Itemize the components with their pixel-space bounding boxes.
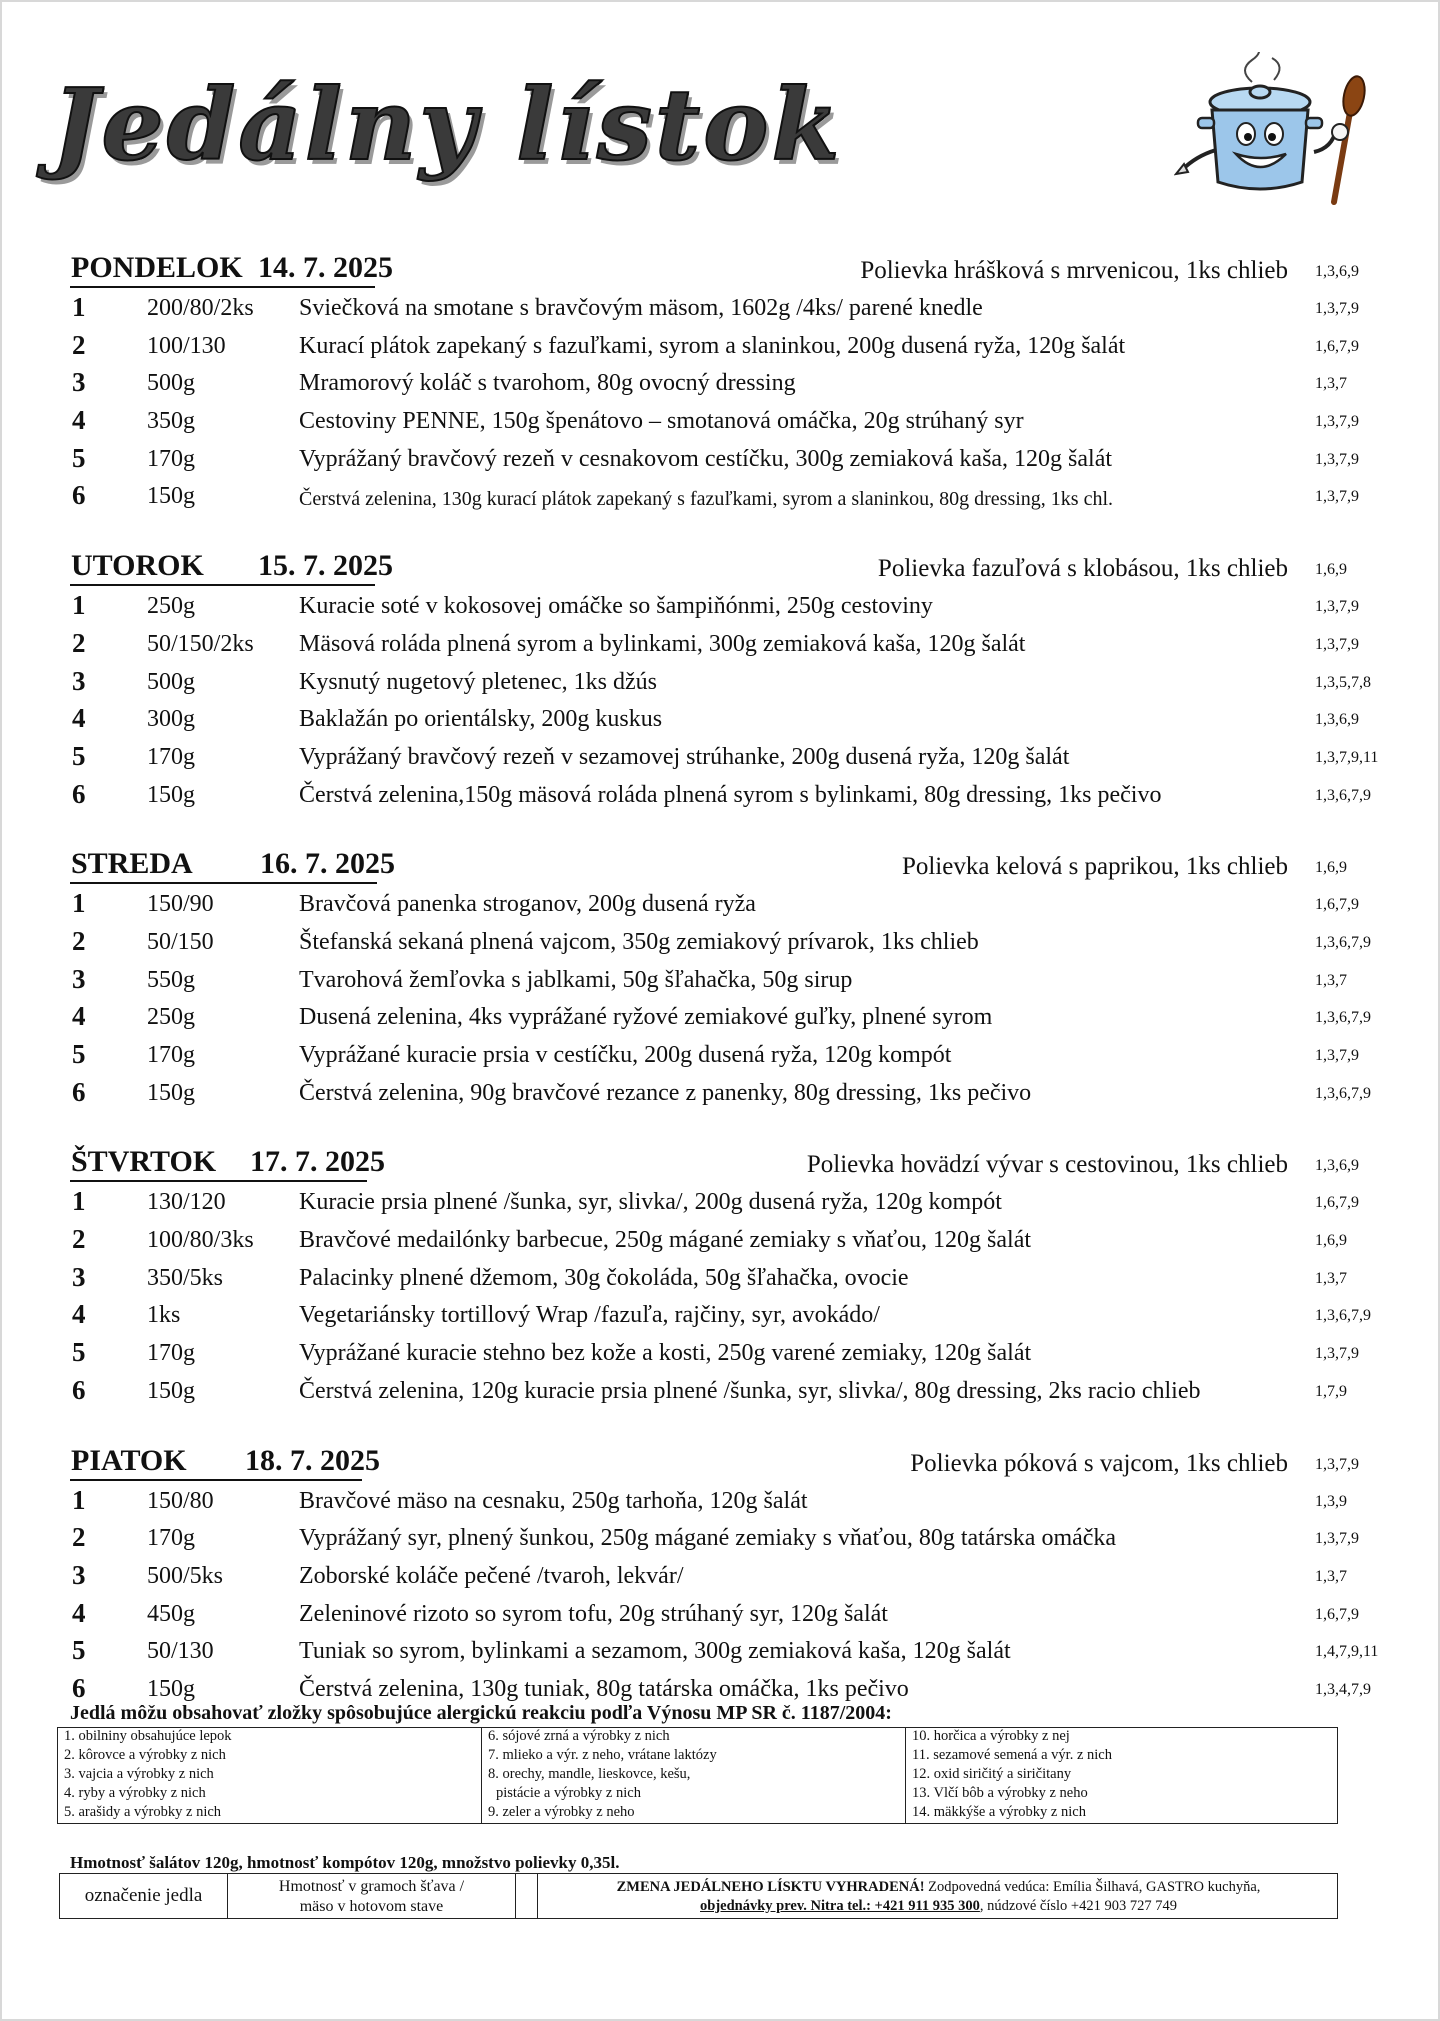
- menu-item-row: [70, 1259, 1400, 1297]
- item-weight: 150g: [147, 781, 195, 808]
- day-header: [70, 1442, 1400, 1482]
- item-description: Baklažán po orientálsky, 200g kuskus: [299, 706, 663, 733]
- footer-orders-phone: objednávky prev. Nitra tel.: +421 911 935 300: [700, 1898, 980, 1914]
- day-section: [70, 249, 1400, 515]
- item-allergens: 1,6,7,9: [1315, 337, 1359, 355]
- item-weight: 550g: [147, 966, 195, 993]
- menu-item-row: [70, 1372, 1400, 1410]
- item-weight: 50/130: [147, 1638, 214, 1665]
- item-weight: 150/90: [147, 891, 214, 918]
- item-number: 3: [72, 367, 86, 398]
- item-description: Kuracie prsia plnené /šunka, syr, slivka/, 200g dusená ryža, 120g kompót: [299, 1189, 1002, 1216]
- day-underline: [70, 584, 375, 586]
- item-number: 1: [72, 292, 86, 322]
- item-allergens: 1,6,7,9: [1315, 896, 1359, 914]
- item-number: 1: [72, 1484, 86, 1515]
- item-description: Kurací plátok zapekaný s fazuľkami, syrom a slaninkou, 200g dusená ryža, 120g šalát: [299, 332, 1126, 359]
- item-number: 6: [72, 1374, 86, 1405]
- day-header: [70, 249, 1400, 289]
- item-description: Vegetariánsky tortillový Wrap /fazuľa, rajčiny, syr, avokádo/: [299, 1302, 880, 1329]
- footer-notice-bold: ZMENA JEDÁLNEHO LÍSKTU VYHRADENÁ!: [616, 1879, 925, 1895]
- item-weight: 100/130: [147, 332, 226, 359]
- soup-of-day: Polievka kelová s paprikou, 1ks chlieb: [901, 853, 1288, 881]
- allergen-cell: 1. obilniny obsahujúce lepok: [58, 1728, 482, 1748]
- day-section: [70, 547, 1400, 813]
- soup-allergens: 1,3,7,9: [1315, 1455, 1359, 1473]
- menu-item-row: [70, 923, 1400, 961]
- item-description: Mramorový koláč s tvarohom, 80g ovocný dressing: [299, 370, 796, 397]
- item-weight: 100/80/3ks: [147, 1227, 254, 1254]
- menu-item-row: [70, 1632, 1400, 1670]
- item-weight: 130/120: [147, 1189, 226, 1216]
- menu-item-row: [70, 587, 1400, 625]
- item-weight: 170g: [147, 743, 195, 770]
- item-allergens: 1,3,6,7,9: [1315, 1009, 1371, 1027]
- item-number: 4: [72, 405, 86, 436]
- allergen-row: [58, 1785, 1338, 1804]
- menu-item-row: [70, 1334, 1400, 1372]
- item-allergens: 1,3,7,9,11: [1315, 748, 1379, 766]
- item-weight: 150g: [147, 483, 195, 510]
- item-allergens: 1,3,7,9: [1315, 413, 1359, 431]
- item-description: Sviečková na smotane s bravčovým mäsom, 1602g /4ks/ parené knedle: [299, 295, 983, 321]
- allergen-row: [58, 1728, 1338, 1748]
- menu-item-row: [70, 440, 1400, 478]
- item-number: 2: [72, 1522, 86, 1553]
- item-number: 5: [72, 442, 86, 473]
- item-number: 4: [72, 1001, 86, 1032]
- item-weight: 250g: [147, 1004, 195, 1031]
- item-description: Cestoviny PENNE, 150g špenátovo – smotanová omáčka, 20g strúhaný syr: [299, 408, 1024, 435]
- item-description: Čerstvá zelenina, 120g kuracie prsia plnené /šunka, syr, slivka/, 80g dressing, 2ks racio chlieb: [299, 1377, 1201, 1404]
- menu-item-row: [70, 738, 1400, 776]
- item-allergens: 1,3,7,9: [1315, 1047, 1359, 1064]
- weights-note: Hmotnosť šalátov 120g, hmotnosť kompótov 120g, množstvo polievky 0,35l.: [70, 1853, 620, 1872]
- item-weight: 170g: [147, 1340, 195, 1367]
- item-weight: 150g: [147, 1377, 195, 1404]
- footer-weight-line-2: mäso v hotovom stave: [299, 1898, 444, 1915]
- footer-weight-label: [228, 1874, 516, 1918]
- day-underline: [70, 1180, 367, 1182]
- item-description: Zoborské koláče pečené /tvaroh, lekvár/: [299, 1562, 684, 1589]
- item-weight: 500g: [147, 370, 195, 397]
- allergen-note: Jedlá môžu obsahovať zložky spôsobujúce alergickú reakciu podľa Výnosu MP SR č. 1187/2004:: [70, 1702, 892, 1724]
- allergen-table: [57, 1727, 1338, 1824]
- item-number: 6: [72, 1672, 86, 1703]
- item-number: 3: [72, 963, 86, 994]
- menu-item-row: [70, 1036, 1400, 1074]
- item-allergens: 1,7,9: [1315, 1382, 1347, 1400]
- item-allergens: 1,3,9: [1315, 1492, 1347, 1510]
- soup-of-day: Polievka póková s vajcom, 1ks chlieb: [910, 1449, 1288, 1477]
- item-weight: 450g: [147, 1600, 195, 1627]
- item-weight: 300g: [147, 706, 195, 733]
- allergen-cell: 2. kôrovce a výrobky z nich: [58, 1747, 482, 1766]
- item-allergens: 1,6,9: [1315, 1232, 1347, 1250]
- menu-item-row: [70, 477, 1400, 515]
- item-allergens: 1,3,6,7,9: [1315, 1084, 1371, 1102]
- item-description: Čerstvá zelenina, 130g kurací plátok zapekaný s fazuľkami, syrom a slaninkou, 80g dressing, 1ks chl.: [299, 488, 1114, 511]
- item-number: 5: [72, 1337, 86, 1368]
- footer-emergency-phone: , núdzové číslo +421 903 727 749: [979, 1898, 1177, 1914]
- footer-legend: [59, 1873, 1338, 1919]
- day-name: PIATOK: [71, 1443, 187, 1477]
- item-number: 5: [72, 1635, 86, 1666]
- item-allergens: 1,3,7,9: [1315, 1345, 1359, 1363]
- item-weight: 150g: [147, 1675, 195, 1702]
- item-description: Bravčové mäso na cesnaku, 250g tarhoňa, 120g šalát: [299, 1487, 808, 1514]
- allergen-row: [58, 1804, 1338, 1824]
- item-allergens: 1,3,6,9: [1315, 711, 1359, 729]
- day-section: [70, 1143, 1400, 1409]
- item-description: Vyprážaný bravčový rezeň v cesnakovom cestíčku, 300g zemiaková kaša, 120g šalát: [299, 445, 1113, 472]
- allergen-cell: 13. Vlčí bôb a výrobky z neho: [906, 1785, 1338, 1804]
- soup-allergens: 1,3,6,9: [1315, 1157, 1359, 1175]
- item-weight: 250g: [147, 593, 195, 620]
- item-weight: 50/150: [147, 928, 214, 955]
- item-allergens: 1,3,7: [1315, 971, 1347, 989]
- menu-item-row: [70, 625, 1400, 663]
- item-number: 1: [72, 1186, 86, 1217]
- weekly-menu: [70, 249, 1400, 1740]
- item-number: 5: [72, 1039, 86, 1069]
- day-date: 14. 7. 2025: [258, 251, 393, 284]
- item-allergens: 1,3,6,7,9: [1315, 1307, 1371, 1325]
- day-name: PONDELOK: [71, 251, 243, 284]
- item-allergens: 1,3,6,7,9: [1315, 786, 1371, 804]
- item-allergens: 1,3,5,7,8: [1315, 673, 1371, 691]
- item-description: Mäsová roláda plnená syrom a bylinkami, 300g zemiaková kaša, 120g šalát: [299, 630, 1026, 657]
- item-description: Palacinky plnené džemom, 30g čokoláda, 50g šľahačka, ovocie: [299, 1264, 909, 1291]
- footer-weight-line-1: Hmotnosť v gramoch šťava /: [278, 1878, 465, 1895]
- day-section: [70, 845, 1400, 1111]
- item-allergens: 1,3,7,9: [1315, 1530, 1359, 1548]
- day-header: [70, 845, 1400, 885]
- item-weight: 50/150/2ks: [147, 630, 254, 657]
- menu-item-row: [70, 1482, 1400, 1520]
- item-description: Bravčové medailónky barbecue, 250g mágané zemiaky s vňaťou, 120g šalát: [299, 1227, 1032, 1254]
- item-weight: 170g: [147, 1525, 195, 1552]
- soup-of-day: Polievka fazuľová s klobásou, 1ks chlieb: [877, 555, 1288, 583]
- item-description: Kysnutý nugetový pletenec, 1ks džús: [299, 668, 657, 695]
- item-allergens: 1,3,7: [1315, 1269, 1347, 1287]
- item-number: 1: [72, 590, 86, 621]
- day-header: [70, 1143, 1400, 1183]
- allergen-cell: 6. sójové zrná a výrobky z nich: [482, 1728, 906, 1748]
- footer-notice-rest: Zodpovedná vedúca: Emília Šilhavá, GASTRO kuchyňa,: [924, 1879, 1261, 1895]
- item-allergens: 1,3,4,7,9: [1315, 1680, 1371, 1698]
- item-description: Zeleninové rizoto so syrom tofu, 20g strúhaný syr, 120g šalát: [299, 1600, 888, 1627]
- item-allergens: 1,3,7: [1315, 375, 1347, 393]
- allergen-cell: 9. zeler a výrobky z neho: [482, 1804, 906, 1824]
- day-name: STREDA: [71, 847, 193, 881]
- item-weight: 500/5ks: [147, 1562, 224, 1589]
- day-name: UTOROK: [71, 549, 204, 583]
- item-weight: 200/80/2ks: [147, 295, 254, 321]
- item-number: 1: [72, 888, 86, 919]
- item-description: Vyprážaný bravčový rezeň v sezamovej strúhanke, 200g dusená ryža, 120g šalát: [299, 743, 1070, 770]
- menu-item-row: [70, 1221, 1400, 1259]
- menu-item-row: [70, 1074, 1400, 1112]
- item-description: Štefanská sekaná plnená vajcom, 350g zemiakový prívarok, 1ks chlieb: [299, 928, 979, 955]
- allergen-cell: pistácie a výrobky z nich: [482, 1785, 906, 1804]
- item-number: 2: [72, 627, 86, 658]
- soup-of-day: Polievka hrášková s mrvenicou, 1ks chlieb: [860, 257, 1288, 284]
- item-allergens: 1,3,6,7,9: [1315, 933, 1371, 951]
- chef-pot-mascot-icon: [1174, 52, 1374, 207]
- item-number: 4: [72, 703, 86, 734]
- menu-item-row: [70, 1296, 1400, 1334]
- item-description: Dusená zelenina, 4ks vyprážané ryžové zemiakové guľky, plnené syrom: [299, 1004, 993, 1031]
- item-description: Čerstvá zelenina, 90g bravčové rezance z panenky, 80g dressing, 1ks pečivo: [299, 1079, 1032, 1106]
- item-description: Tuniak so syrom, bylinkami a sezamom, 300g zemiaková kaša, 120g šalát: [299, 1638, 1011, 1665]
- item-weight: 350g: [147, 408, 195, 435]
- item-description: Vyprážané kuracie stehno bez kože a kosti, 250g varené zemiaky, 120g šalát: [299, 1340, 1032, 1367]
- soup-allergens: 1,6,9: [1315, 859, 1347, 877]
- item-number: 6: [72, 1076, 86, 1107]
- item-number: 3: [72, 665, 86, 696]
- item-number: 3: [72, 1559, 86, 1590]
- item-allergens: 1,4,7,9,11: [1315, 1643, 1379, 1661]
- allergen-cell: 3. vajcia a výrobky z nich: [58, 1766, 482, 1785]
- day-date: 16. 7. 2025: [260, 847, 395, 881]
- item-description: Čerstvá zelenina, 130g tuniak, 80g tatárska omáčka, 1ks pečivo: [299, 1675, 909, 1702]
- allergen-row: [58, 1766, 1338, 1785]
- item-allergens: 1,3,7,9: [1315, 635, 1359, 653]
- item-weight: 500g: [147, 668, 195, 695]
- item-allergens: 1,3,7,9: [1315, 488, 1359, 506]
- allergen-cell: 11. sezamové semená a výr. z nich: [906, 1747, 1338, 1766]
- soup-of-day: Polievka hovädzí vývar s cestovinou, 1ks chlieb: [806, 1151, 1288, 1179]
- footer-empty-cell: [516, 1874, 538, 1918]
- item-description: Vyprážaný syr, plnený šunkou, 250g mágané zemiaky s vňaťou, 80g tatárska omáčka: [299, 1525, 1117, 1552]
- menu-item-row: [70, 1557, 1400, 1595]
- soup-allergens: 1,3,6,9: [1315, 263, 1359, 280]
- day-name: ŠTVRTOK: [71, 1145, 217, 1179]
- menu-item-row: [70, 402, 1400, 440]
- item-number: 2: [72, 925, 86, 956]
- page-title: Jedálny lístok: [52, 68, 843, 183]
- item-allergens: 1,6,7,9: [1315, 1194, 1359, 1212]
- item-weight: 350/5ks: [147, 1264, 224, 1291]
- day-header: [70, 547, 1400, 587]
- menu-item-row: [70, 1183, 1400, 1221]
- item-number: 5: [72, 740, 86, 771]
- item-description: Bravčová panenka stroganov, 200g dusená ryža: [299, 891, 756, 918]
- item-weight: 1ks: [147, 1302, 181, 1329]
- item-description: Vyprážané kuracie prsia v cestíčku, 200g dusená ryža, 120g kompót: [299, 1042, 952, 1068]
- day-section: [70, 1442, 1400, 1708]
- allergen-cell: 5. arašidy a výrobky z nich: [58, 1804, 482, 1824]
- item-number: 6: [72, 778, 86, 809]
- item-weight: 170g: [147, 445, 195, 472]
- menu-item-row: [70, 885, 1400, 923]
- allergen-cell: 14. mäkkýše a výrobky z nich: [906, 1804, 1338, 1824]
- menu-item-row: [70, 327, 1400, 365]
- menu-item-row: [70, 700, 1400, 738]
- item-number: 2: [72, 329, 86, 360]
- day-date: 17. 7. 2025: [250, 1145, 385, 1179]
- menu-item-row: [70, 998, 1400, 1036]
- menu-item-row: [70, 364, 1400, 402]
- item-allergens: 1,6,7,9: [1315, 1605, 1359, 1623]
- allergen-cell: 7. mlieko a výr. z neho, vrátane laktózy: [482, 1747, 906, 1766]
- soup-allergens: 1,6,9: [1315, 561, 1347, 579]
- item-weight: 150/80: [147, 1487, 214, 1514]
- item-number: 4: [72, 1597, 86, 1628]
- menu-item-row: [70, 289, 1400, 327]
- allergen-cell: 4. ryby a výrobky z nich: [58, 1785, 482, 1804]
- item-description: Čerstvá zelenina,150g mäsová roláda plnená syrom s bylinkami, 80g dressing, 1ks pečivo: [299, 781, 1162, 808]
- item-description: Tvarohová žemľovka s jablkami, 50g šľahačka, 50g sirup: [299, 966, 853, 993]
- item-number: 4: [72, 1299, 86, 1330]
- allergen-cell: 10. horčica a výrobky z nej: [906, 1728, 1338, 1748]
- allergen-cell: 12. oxid siričitý a siričitany: [906, 1766, 1338, 1785]
- day-date: 15. 7. 2025: [258, 549, 393, 583]
- footer-marking-label: označenie jedla: [60, 1874, 228, 1918]
- item-allergens: 1,3,7: [1315, 1567, 1347, 1585]
- item-description: Kuracie soté v kokosovej omáčke so šampiňónmi, 250g cestoviny: [299, 593, 933, 620]
- item-allergens: 1,3,7,9: [1315, 598, 1359, 616]
- menu-item-row: [70, 1519, 1400, 1557]
- item-allergens: 1,3,7,9: [1315, 300, 1359, 317]
- menu-item-row: [70, 961, 1400, 999]
- item-weight: 150g: [147, 1079, 195, 1106]
- allergen-cell: 8. orechy, mandle, lieskovce, kešu,: [482, 1766, 906, 1785]
- menu-item-row: [70, 776, 1400, 814]
- item-number: 3: [72, 1261, 86, 1292]
- footer-notice: [538, 1874, 1339, 1918]
- day-underline: [70, 1479, 362, 1481]
- allergen-row: [58, 1747, 1338, 1766]
- item-allergens: 1,3,7,9: [1315, 450, 1359, 468]
- item-number: 2: [72, 1224, 86, 1255]
- item-number: 6: [72, 480, 86, 511]
- day-underline: [70, 286, 375, 288]
- menu-item-row: [70, 1595, 1400, 1633]
- item-weight: 170g: [147, 1042, 195, 1068]
- day-date: 18. 7. 2025: [245, 1443, 380, 1477]
- day-underline: [70, 882, 377, 884]
- menu-item-row: [70, 663, 1400, 701]
